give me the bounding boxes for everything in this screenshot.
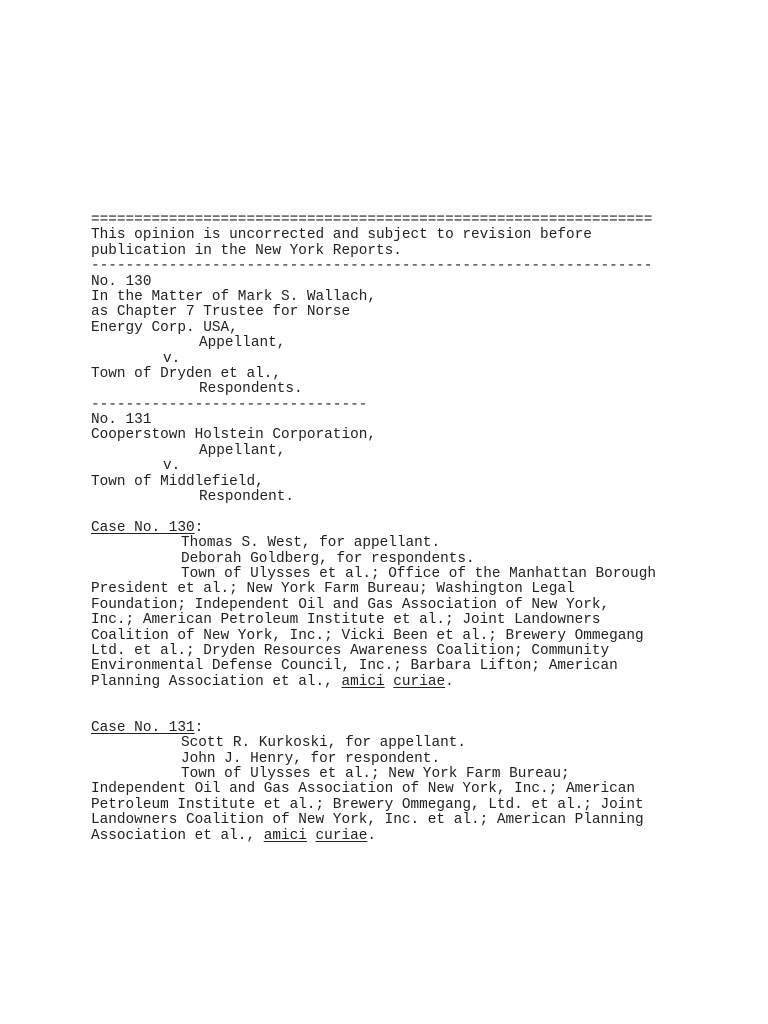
case-131-respondent-name: Town of Middlefield,: [91, 473, 264, 490]
counsel-131-heading-colon: :: [194, 719, 204, 736]
case-130-respondent-name: Town of Dryden et al.,: [91, 365, 281, 382]
counsel-131-respondent-counsel: John J. Henry, for respondent.: [181, 750, 441, 767]
case-130-versus: v.: [163, 350, 181, 367]
counsel-131-appellant-counsel: Scott R. Kurkoski, for appellant.: [181, 735, 466, 752]
counsel-131-amici-line-2: Independent Oil and Gas Association of New York, Inc.; American: [91, 781, 636, 798]
counsel-131-last-prefix: Association et al.,: [91, 827, 264, 844]
counsel-131-amici-line-3: Petroleum Institute et al.; Brewery Ommegang, Ltd. et al.; Joint: [91, 796, 644, 813]
case-130-number: No. 130: [91, 273, 152, 290]
counsel-130-heading: Case No. 130: [91, 519, 195, 536]
top-double-rule: =================================================================: [91, 212, 653, 228]
case-130-appellant-role: Appellant,: [199, 335, 286, 352]
case-131-respondent-role: Respondent.: [199, 489, 294, 506]
spacer: [91, 690, 731, 705]
spacer: [91, 505, 731, 520]
case-130-caption-line-1: In the Matter of Mark S. Wallach,: [91, 288, 376, 305]
counsel-131-heading-line: [91, 721, 731, 736]
counsel-130-amici-line-7: Environmental Defense Council, Inc.; Barbara Lifton; American: [91, 658, 618, 675]
case-131-appellant-name: Cooperstown Holstein Corporation,: [91, 427, 376, 444]
case-130-respondent-role: Respondents.: [199, 381, 303, 398]
counsel-130-end-period: .: [445, 673, 454, 690]
counsel-131-amici-line-1: Town of Ulysses et al.; New York Farm Bureau;: [181, 766, 570, 783]
counsel-130-heading-line: [91, 521, 731, 536]
counsel-131-curiae-word: curiae: [315, 827, 368, 844]
counsel-131-amici-last-line: [91, 829, 731, 844]
counsel-130-amici-last-line: [91, 675, 731, 690]
case-131-appellant-role: Appellant,: [199, 442, 286, 459]
counsel-131-amici-word: amici: [263, 827, 307, 844]
opinion-document: [91, 213, 731, 844]
case-131-versus: v.: [163, 458, 181, 475]
notice-line-2: publication in the New York Reports.: [91, 242, 402, 259]
counsel-130-amici-line-2: President et al.; New York Farm Bureau; Washington Legal: [91, 581, 575, 598]
header-dash-rule: -----------------------------------------------------------------: [91, 258, 653, 275]
case-131-number: No. 131: [91, 412, 152, 429]
case-130-caption-line-3: Energy Corp. USA,: [91, 319, 238, 336]
counsel-130-amici-line-6: Ltd. et al.; Dryden Resources Awareness Coalition; Community: [91, 642, 610, 659]
spacer: [91, 706, 731, 721]
counsel-130-appellant-counsel: Thomas S. West, for appellant.: [181, 535, 441, 552]
counsel-131-end-period: .: [367, 827, 377, 844]
counsel-130-amici-line-5: Coalition of New York, Inc.; Vicki Been et al.; Brewery Ommegang: [91, 627, 644, 644]
counsel-130-amici-word: amici: [341, 673, 385, 690]
counsel-130-amici-line-1: Town of Ulysses et al.; Office of the Manhattan Borough: [181, 565, 656, 582]
counsel-130-amici-line-3: Foundation; Independent Oil and Gas Association of New York,: [91, 596, 610, 613]
counsel-130-respondent-counsel: Deborah Goldberg, for respondents.: [181, 550, 475, 567]
counsel-130-heading-colon: :: [194, 519, 204, 536]
notice-line-1: This opinion is uncorrected and subject to revision before: [91, 227, 592, 244]
counsel-130-last-prefix: Planning Association et al.,: [91, 673, 342, 690]
case-130-caption-line-2: as Chapter 7 Trustee for Norse: [91, 304, 351, 321]
counsel-130-curiae-word: curiae: [393, 673, 446, 690]
counsel-131-heading: Case No. 131: [91, 719, 195, 736]
counsel-131-amici-line-4: Landowners Coalition of New York, Inc. et al.; American Planning: [91, 812, 644, 829]
case-separator-rule: --------------------------------: [91, 396, 368, 413]
counsel-130-amici-line-4: Inc.; American Petroleum Institute et al.; Joint Landowners: [91, 612, 601, 629]
